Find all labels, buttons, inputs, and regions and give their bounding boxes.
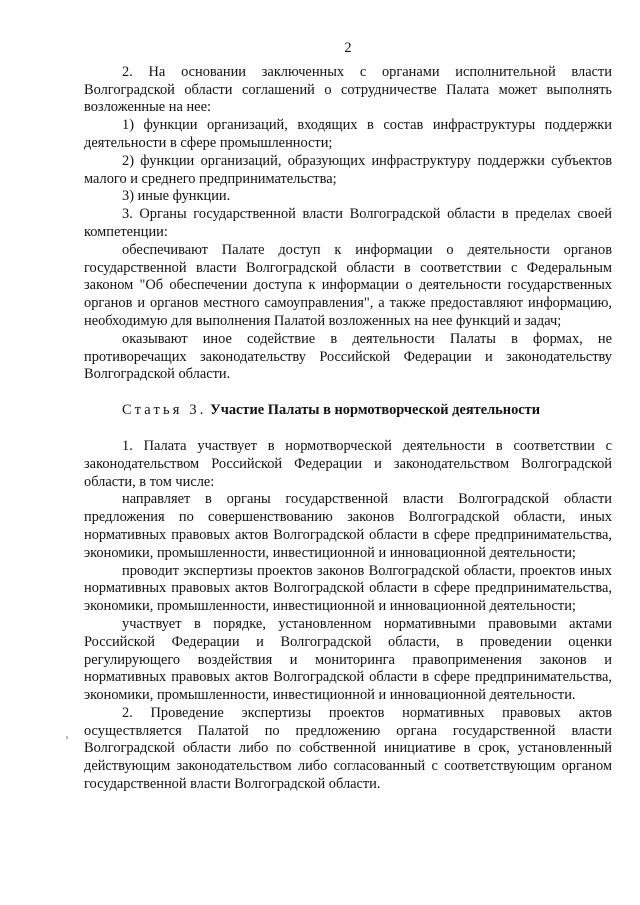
- article-heading: [84, 402, 612, 420]
- paragraph-3-item-1: обеспечивают Палате доступ к информации о деятельности органов государственной власти Волгоградской области в соответствии с Федеральным законом "Об обеспечении доступа к информации о деятельности государственных органов и органов местного самоуправления", а также предоставляют информацию, необходимую для выполнения Палатой возложенных на нее функций и задач;: [84, 241, 612, 329]
- scan-speck: [66, 736, 68, 739]
- article-title: Участие Палаты в нормотворческой деятельности: [210, 402, 541, 419]
- document-page: [84, 40, 612, 794]
- article-paragraph-1-item-3: участвует в порядке, установленном нормативными правовыми актами Российской Федерации и Волгоградской области, в проведении оценки регулирующего воздействия и мониторинга правоприменения законов и нормативных правовых актов Волгоградской области в сфере предпринимательства, экономики, промышленности, инвестиционной и инновационной деятельности.: [84, 615, 612, 704]
- article-label: Статья 3.: [122, 402, 207, 419]
- paragraph-2-item-1: 1) функции организаций, входящих в состав инфраструктуры поддержки деятельности в сфере промышленности;: [84, 117, 612, 151]
- article-paragraph-1-item-1: направляет в органы государственной власти Волгоградской области предложения по совершенствованию законов Волгоградской области, иных нормативных правовых актов Волгоградской области в сфере предпринимательства, экономики, промышленности, инвестиционной и инновационной деятельности;: [84, 491, 612, 561]
- article-paragraph-2: 2. Проведение экспертизы проектов нормативных правовых актов осуществляется Палатой по предложению органа государственной власти Волгоградской области либо по собственной инициативе в срок, установленный действующим законодательством либо согласованный с соответствующим органом государственной власти Волгоградской области.: [84, 704, 612, 793]
- paragraph-2-item-2: 2) функции организаций, образующих инфраструктуру поддержки субъектов малого и среднего предпринимательства;: [84, 152, 612, 187]
- paragraph-3: 3. Органы государственной власти Волгоградской области в пределах своей компетенции:: [84, 206, 612, 240]
- paragraph-2-item-3: 3) иные функции.: [122, 188, 231, 205]
- paragraph-3-item-2: оказывают иное содействие в деятельности Палаты в формах, не противоречащих законодательству Российской Федерации и законодательству Волгоградской области.: [84, 330, 612, 383]
- article-paragraph-1-item-2: проводит экспертизы проектов законов Волгоградской области, проектов иных нормативных правовых актов Волгоградской области в сфере предпринимательства, экономики, промышленности, инвестиционной и инновационной деятельности;: [84, 562, 612, 615]
- article-paragraph-1: 1. Палата участвует в нормотворческой деятельности в соответствии с законодательством Российской Федерации и законодательством Волгоградской области, в том числе:: [84, 437, 612, 490]
- page-number: 2: [344, 40, 352, 56]
- paragraph-2: 2. На основании заключенных с органами исполнительной власти Волгоградской области соглашений о сотрудничестве Палата может выполнять возложенные на нее:: [84, 63, 612, 116]
